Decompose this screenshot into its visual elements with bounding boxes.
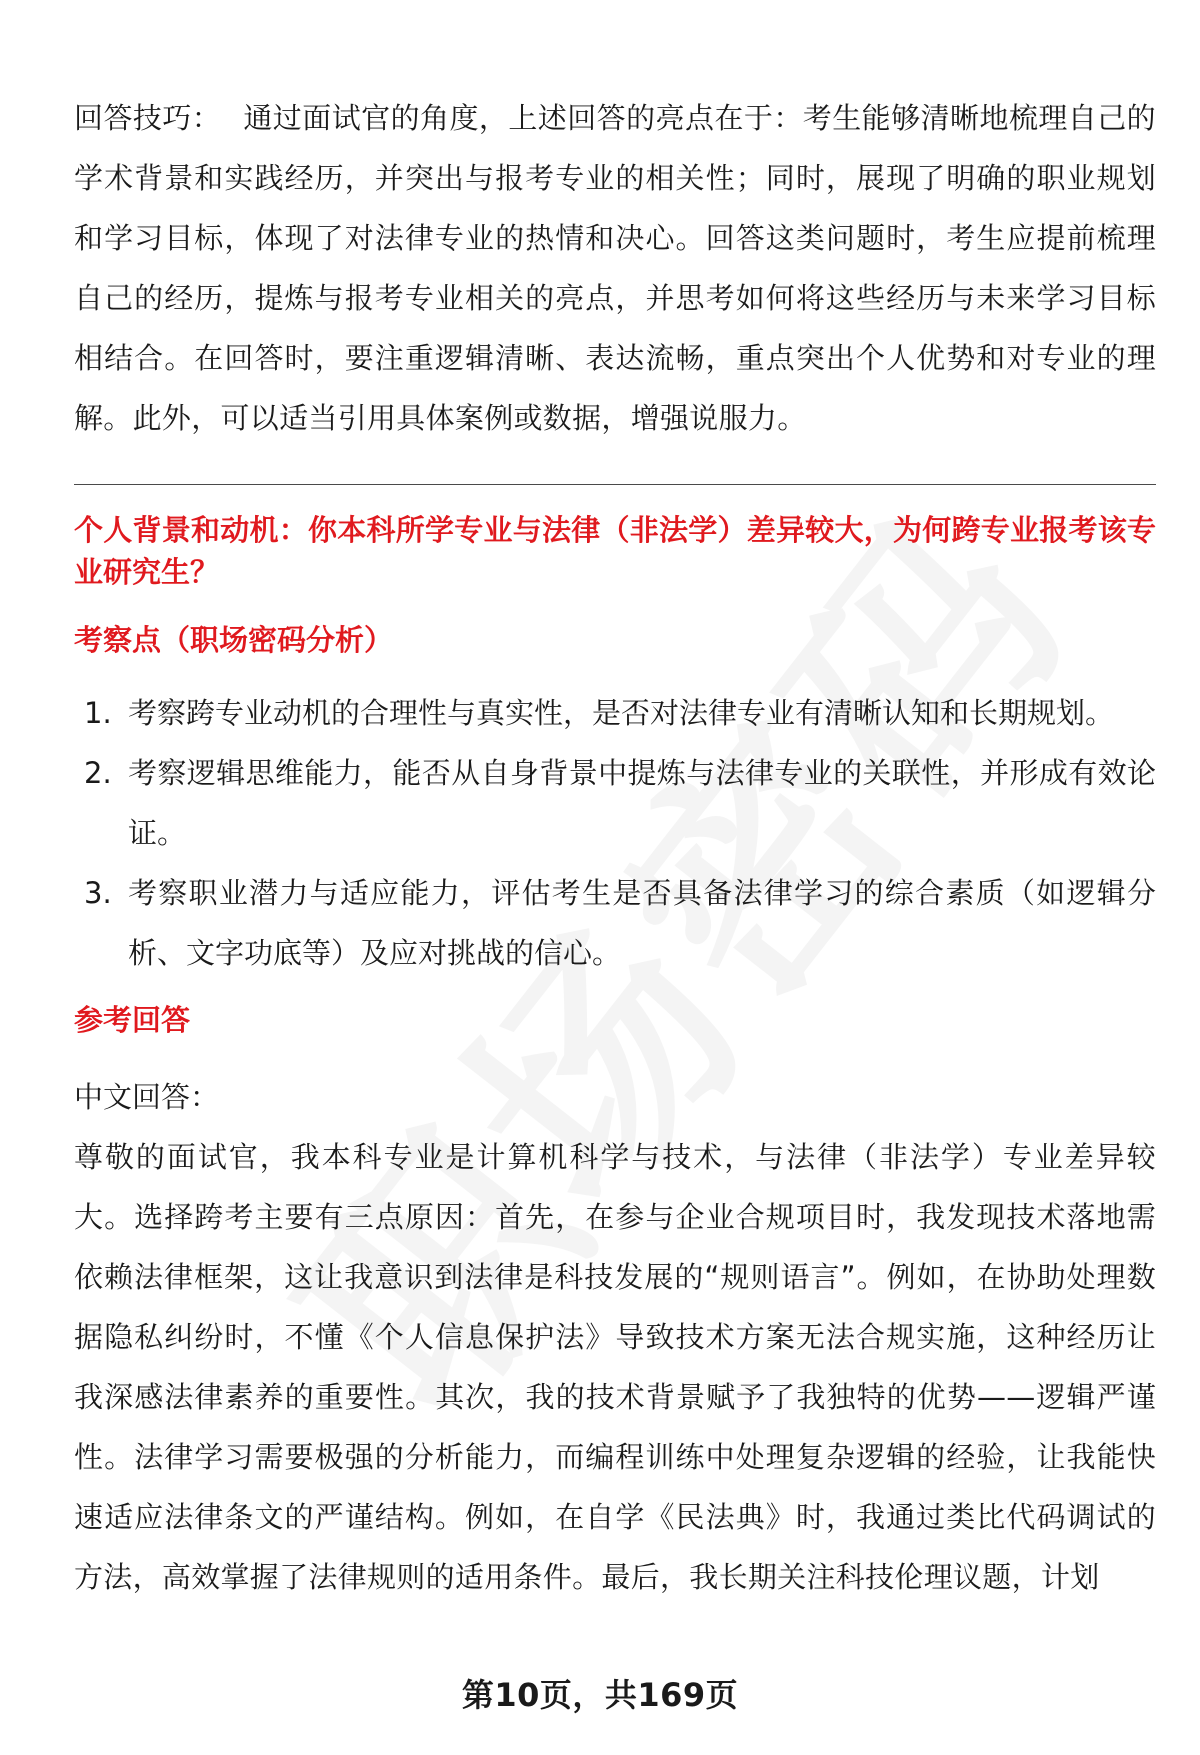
list-item-number: 1. (84, 696, 112, 730)
list-item-text: 考察跨专业动机的合理性与真实性，是否对法律专业有清晰认知和长期规划。 (128, 696, 1115, 730)
intro-text: 通过面试官的角度，上述回答的亮点在于：考生能够清晰地梳理自己的学术背景和实践经历，并突出与报考专业的相关性；同时，展现了明确的职业规划和学习目标，体现了对法律专业的热情和决心。回答这类问题时，考生应提前梳理自己的经历，提炼与报考专业相关的亮点，并思考如何将这些经历与未来学习目标相结合。在回答时，要注重逻辑清晰、表达流畅，重点突出个人优势和对专业的理解。此外，可以适当引用具体案例或数据，增强说服力。 (74, 101, 1156, 435)
assessment-list (74, 683, 1156, 983)
assessment-heading: 考察点（职场密码分析） (74, 623, 394, 657)
page-content (74, 88, 1156, 1607)
answer-paragraph: 尊敬的面试官，我本科专业是计算机科学与技术，与法律（非法学）专业差异较大。选择跨考主要有三点原因：首先，在参与企业合规项目时，我发现技术落地需依赖法律框架，这让我意识到法律是科技发展的“规则语言”。例如，在协助处理数据隐私纠纷时，不懂《个人信息保护法》导致技术方案无法合规实施，这种经历让我深感法律素养的重要性。其次，我的技术背景赋予了我独特的优势——逻辑严谨性。法律学习需要极强的分析能力，而编程训练中处理复杂逻辑的经验，让我能快速适应法律条文的严谨结构。例如，在自学《民法典》时，我通过类比代码调试的方法，高效掌握了法律规则的适用条件。最后，我长期关注科技伦理议题，计划 (74, 1140, 1156, 1594)
list-item (74, 683, 1156, 743)
reference-heading: 参考回答 (74, 1003, 191, 1037)
list-item-text: 考察逻辑思维能力，能否从自身背景中提炼与法律专业的关联性，并形成有效论证。 (128, 756, 1156, 850)
list-item (74, 863, 1156, 983)
page-number: 第10页，共169页 (461, 1676, 739, 1714)
section-divider (74, 484, 1156, 485)
question-title: 个人背景和动机：你本科所学专业与法律（非法学）差异较大，为何跨专业报考该专业研究生？ (74, 513, 1156, 589)
list-item-number: 3. (84, 876, 112, 910)
intro-paragraph (74, 88, 1156, 448)
intro-label: 回答技巧： (74, 101, 222, 135)
list-item (74, 743, 1156, 863)
list-item-number: 2. (84, 756, 112, 790)
list-item-text: 考察职业潜力与适应能力，评估考生是否具备法律学习的综合素质（如逻辑分析、文字功底等）及应对挑战的信心。 (128, 876, 1156, 970)
answer-label: 中文回答： (74, 1080, 220, 1114)
